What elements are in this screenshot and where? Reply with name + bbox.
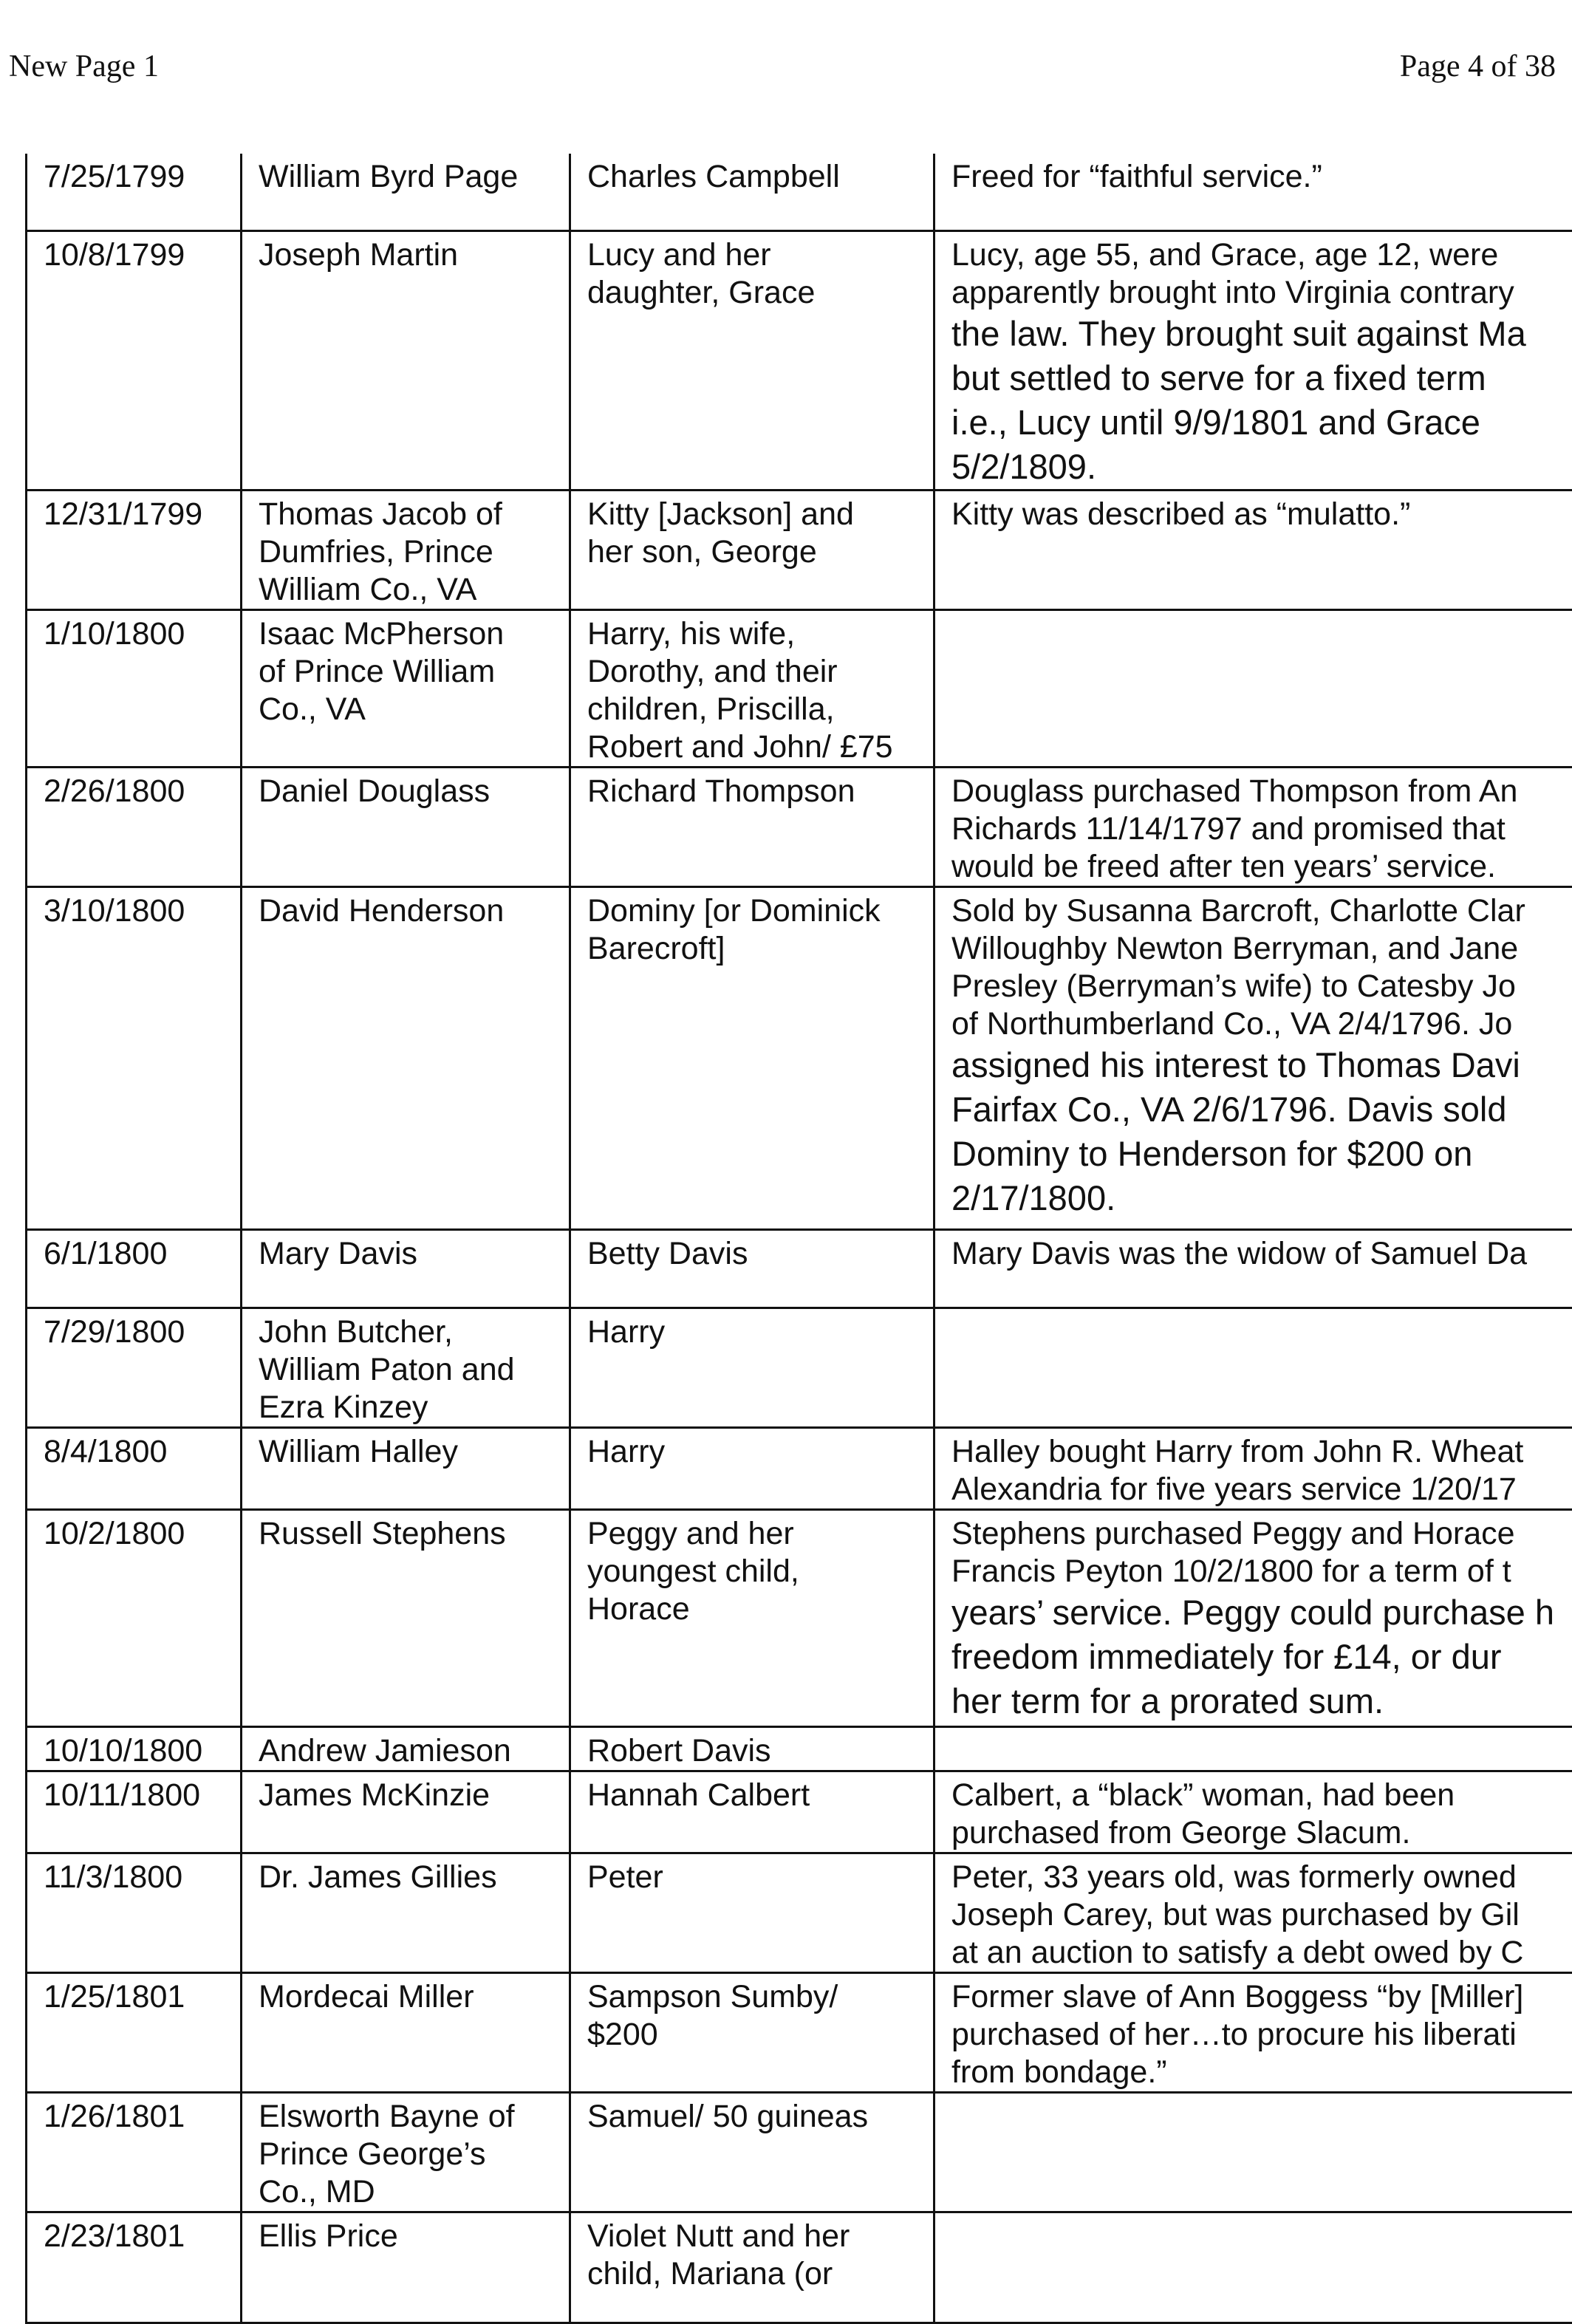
- cell-line: daughter, Grace: [587, 274, 917, 312]
- slave-cell: [570, 230, 934, 490]
- notes-cell: [934, 1972, 1572, 2092]
- notes-cell: [934, 1853, 1572, 1972]
- cell-line: Dominy to Henderson for $200 on: [951, 1132, 1572, 1176]
- emancipator-cell: [242, 1509, 570, 1726]
- table-row: [27, 1509, 1572, 1726]
- date-cell: [27, 1726, 242, 1771]
- date-cell: [27, 886, 242, 1229]
- date-text: 8/4/1800: [44, 1433, 224, 1471]
- slave-cell: [570, 2212, 934, 2323]
- cell-line: Co., VA: [259, 691, 553, 728]
- table-row: [27, 1427, 1572, 1509]
- cell-line: Isaac McPherson: [259, 615, 553, 653]
- cell-line: Halley bought Harry from John R. Wheat: [951, 1433, 1572, 1471]
- table-row: [27, 2212, 1572, 2323]
- cell-line: James McKinzie: [259, 1777, 553, 1814]
- table-row: [27, 1726, 1572, 1771]
- cell-line: Ezra Kinzey: [259, 1389, 553, 1426]
- cell-line: Hannah Calbert: [587, 1777, 917, 1814]
- slave-cell: [570, 154, 934, 230]
- table-body: [27, 154, 1572, 2323]
- notes-cell: [934, 1308, 1572, 1427]
- date-cell: [27, 1308, 242, 1427]
- slave-cell: [570, 1853, 934, 1972]
- page-header-title: New Page 1: [9, 49, 159, 84]
- cell-line: Robert Davis: [587, 1732, 917, 1770]
- cell-line: William Halley: [259, 1433, 553, 1471]
- emancipator-cell: [242, 2212, 570, 2323]
- notes-cell: [934, 230, 1572, 490]
- cell-line: Joseph Martin: [259, 236, 553, 274]
- table-row: [27, 1972, 1572, 2092]
- slave-cell: [570, 1771, 934, 1853]
- emancipation-table: [25, 154, 1572, 2324]
- cell-line: Richard Thompson: [587, 773, 917, 810]
- cell-line: but settled to serve for a fixed term: [951, 356, 1572, 400]
- notes-cell: [934, 609, 1572, 767]
- date-cell: [27, 767, 242, 886]
- cell-line: years’ service. Peggy could purchase h: [951, 1590, 1572, 1635]
- slave-cell: [570, 1229, 934, 1308]
- cell-line: Peter, 33 years old, was formerly owned: [951, 1859, 1572, 1896]
- slave-cell: [570, 2092, 934, 2212]
- cell-line: $200: [587, 2016, 917, 2054]
- cell-line: Daniel Douglass: [259, 773, 553, 810]
- table-row: [27, 609, 1572, 767]
- cell-line: Francis Peyton 10/2/1800 for a term of t: [951, 1553, 1572, 1590]
- emancipator-cell: [242, 767, 570, 886]
- emancipator-cell: [242, 1726, 570, 1771]
- cell-line: Freed for “faithful service.”: [951, 158, 1572, 196]
- cell-line: purchased of her…to procure his liberati: [951, 2016, 1572, 2054]
- slave-cell: [570, 767, 934, 886]
- cell-line: 2/17/1800.: [951, 1176, 1572, 1220]
- table-row: [27, 230, 1572, 490]
- cell-line: Barecroft]: [587, 930, 917, 968]
- cell-line: her term for a prorated sum.: [951, 1679, 1572, 1723]
- emancipator-cell: [242, 1308, 570, 1427]
- date-text: 7/25/1799: [44, 158, 224, 196]
- date-text: 2/23/1801: [44, 2218, 224, 2255]
- date-text: 2/26/1800: [44, 773, 224, 810]
- date-cell: [27, 154, 242, 230]
- cell-line: at an auction to satisfy a debt owed by C: [951, 1934, 1572, 1972]
- cell-line: from bondage.”: [951, 2054, 1572, 2091]
- cell-line: Mary Davis was the widow of Samuel Da: [951, 1235, 1572, 1273]
- date-cell: [27, 1427, 242, 1509]
- emancipator-cell: [242, 609, 570, 767]
- date-cell: [27, 1771, 242, 1853]
- date-text: 12/31/1799: [44, 496, 224, 533]
- cell-line: purchased from George Slacum.: [951, 1814, 1572, 1852]
- cell-line: Kitty was described as “mulatto.”: [951, 496, 1572, 533]
- date-text: 1/10/1800: [44, 615, 224, 653]
- cell-line: Harry: [587, 1313, 917, 1351]
- emancipator-cell: [242, 230, 570, 490]
- cell-line: William Paton and: [259, 1351, 553, 1389]
- date-text: 6/1/1800: [44, 1235, 224, 1273]
- cell-line: Kitty [Jackson] and: [587, 496, 917, 533]
- cell-line: Mordecai Miller: [259, 1978, 553, 2016]
- notes-cell: [934, 490, 1572, 609]
- cell-line: would be freed after ten years’ service.: [951, 848, 1572, 886]
- cell-line: Richards 11/14/1797 and promised that: [951, 810, 1572, 848]
- table-row: [27, 1771, 1572, 1853]
- cell-line: assigned his interest to Thomas Davi: [951, 1043, 1572, 1087]
- cell-line: freedom immediately for £14, or dur: [951, 1635, 1572, 1679]
- slave-cell: [570, 1308, 934, 1427]
- cell-line: apparently brought into Virginia contrary: [951, 274, 1572, 312]
- table-row: [27, 1229, 1572, 1308]
- slave-cell: [570, 886, 934, 1229]
- table-row: [27, 1308, 1572, 1427]
- slave-cell: [570, 609, 934, 767]
- cell-line: her son, George: [587, 533, 917, 571]
- date-text: 10/10/1800: [44, 1732, 224, 1770]
- date-cell: [27, 1853, 242, 1972]
- cell-line: Samuel/ 50 guineas: [587, 2098, 917, 2136]
- notes-cell: [934, 1771, 1572, 1853]
- emancipator-cell: [242, 154, 570, 230]
- cell-line: Harry: [587, 1433, 917, 1471]
- date-cell: [27, 1972, 242, 2092]
- emancipator-cell: [242, 1853, 570, 1972]
- cell-line: youngest child,: [587, 1553, 917, 1590]
- cell-line: Calbert, a “black” woman, had been: [951, 1777, 1572, 1814]
- emancipator-cell: [242, 886, 570, 1229]
- cell-line: David Henderson: [259, 892, 553, 930]
- cell-line: Dumfries, Prince: [259, 533, 553, 571]
- notes-cell: [934, 1726, 1572, 1771]
- date-text: 10/11/1800: [44, 1777, 224, 1814]
- cell-line: Lucy and her: [587, 236, 917, 274]
- cell-line: child, Mariana (or: [587, 2255, 917, 2293]
- cell-line: the law. They brought suit against Ma: [951, 312, 1572, 356]
- table-row: [27, 2092, 1572, 2212]
- date-text: 1/25/1801: [44, 1978, 224, 2016]
- date-cell: [27, 2092, 242, 2212]
- emancipator-cell: [242, 1229, 570, 1308]
- date-cell: [27, 230, 242, 490]
- cell-line: Ellis Price: [259, 2218, 553, 2255]
- cell-line: Joseph Carey, but was purchased by Gil: [951, 1896, 1572, 1934]
- cell-line: Presley (Berryman’s wife) to Catesby Jo: [951, 968, 1572, 1005]
- cell-line: Lucy, age 55, and Grace, age 12, were: [951, 236, 1572, 274]
- page-number: Page 4 of 38: [1400, 49, 1556, 84]
- cell-line: Prince George’s: [259, 2136, 553, 2173]
- cell-line: 5/2/1809.: [951, 445, 1572, 489]
- emancipator-cell: [242, 1972, 570, 2092]
- slave-cell: [570, 1726, 934, 1771]
- date-text: 10/2/1800: [44, 1515, 224, 1553]
- cell-line: Alexandria for five years service 1/20/17: [951, 1471, 1572, 1508]
- date-text: 10/8/1799: [44, 236, 224, 274]
- cell-line: William Byrd Page: [259, 158, 553, 196]
- cell-line: Former slave of Ann Boggess “by [Miller]: [951, 1978, 1572, 2016]
- notes-cell: [934, 1509, 1572, 1726]
- cell-line: Russell Stephens: [259, 1515, 553, 1553]
- cell-line: Sampson Sumby/: [587, 1978, 917, 2016]
- cell-line: Thomas Jacob of: [259, 496, 553, 533]
- notes-cell: [934, 1427, 1572, 1509]
- cell-line: William Co., VA: [259, 571, 553, 609]
- cell-line: Betty Davis: [587, 1235, 917, 1273]
- cell-line: Violet Nutt and her: [587, 2218, 917, 2255]
- cell-line: of Prince William: [259, 653, 553, 691]
- cell-line: Andrew Jamieson: [259, 1732, 553, 1770]
- cell-line: Willoughby Newton Berryman, and Jane: [951, 930, 1572, 968]
- table-row: [27, 1853, 1572, 1972]
- slave-cell: [570, 490, 934, 609]
- table-row: [27, 490, 1572, 609]
- cell-line: Robert and John/ £75: [587, 728, 917, 766]
- cell-line: Co., MD: [259, 2173, 553, 2211]
- cell-line: Douglass purchased Thompson from An: [951, 773, 1572, 810]
- cell-line: Charles Campbell: [587, 158, 917, 196]
- cell-line: Sold by Susanna Barcroft, Charlotte Clar: [951, 892, 1572, 930]
- notes-cell: [934, 767, 1572, 886]
- cell-line: Mary Davis: [259, 1235, 553, 1273]
- emancipator-cell: [242, 1427, 570, 1509]
- cell-line: Stephens purchased Peggy and Horace: [951, 1515, 1572, 1553]
- cell-line: of Northumberland Co., VA 2/4/1796. Jo: [951, 1005, 1572, 1043]
- slave-cell: [570, 1972, 934, 2092]
- emancipator-cell: [242, 1771, 570, 1853]
- emancipator-cell: [242, 2092, 570, 2212]
- cell-line: Elsworth Bayne of: [259, 2098, 553, 2136]
- emancipator-cell: [242, 490, 570, 609]
- date-text: 7/29/1800: [44, 1313, 224, 1351]
- notes-cell: [934, 154, 1572, 230]
- cell-line: Peggy and her: [587, 1515, 917, 1553]
- slave-cell: [570, 1427, 934, 1509]
- table-row: [27, 886, 1572, 1229]
- cell-line: Dominy [or Dominick: [587, 892, 917, 930]
- date-cell: [27, 1229, 242, 1308]
- cell-line: Peter: [587, 1859, 917, 1896]
- date-cell: [27, 1509, 242, 1726]
- notes-cell: [934, 1229, 1572, 1308]
- notes-cell: [934, 2092, 1572, 2212]
- date-cell: [27, 2212, 242, 2323]
- date-text: 3/10/1800: [44, 892, 224, 930]
- cell-line: Dorothy, and their: [587, 653, 917, 691]
- date-cell: [27, 609, 242, 767]
- date-text: 1/26/1801: [44, 2098, 224, 2136]
- cell-line: John Butcher,: [259, 1313, 553, 1351]
- cell-line: i.e., Lucy until 9/9/1801 and Grace: [951, 400, 1572, 445]
- date-cell: [27, 490, 242, 609]
- table-row: [27, 154, 1572, 230]
- slave-cell: [570, 1509, 934, 1726]
- date-text: 11/3/1800: [44, 1859, 224, 1896]
- cell-line: Horace: [587, 1590, 917, 1628]
- cell-line: children, Priscilla,: [587, 691, 917, 728]
- table-row: [27, 767, 1572, 886]
- notes-cell: [934, 886, 1572, 1229]
- cell-line: Fairfax Co., VA 2/6/1796. Davis sold: [951, 1087, 1572, 1132]
- cell-line: Dr. James Gillies: [259, 1859, 553, 1896]
- cell-line: Harry, his wife,: [587, 615, 917, 653]
- notes-cell: [934, 2212, 1572, 2323]
